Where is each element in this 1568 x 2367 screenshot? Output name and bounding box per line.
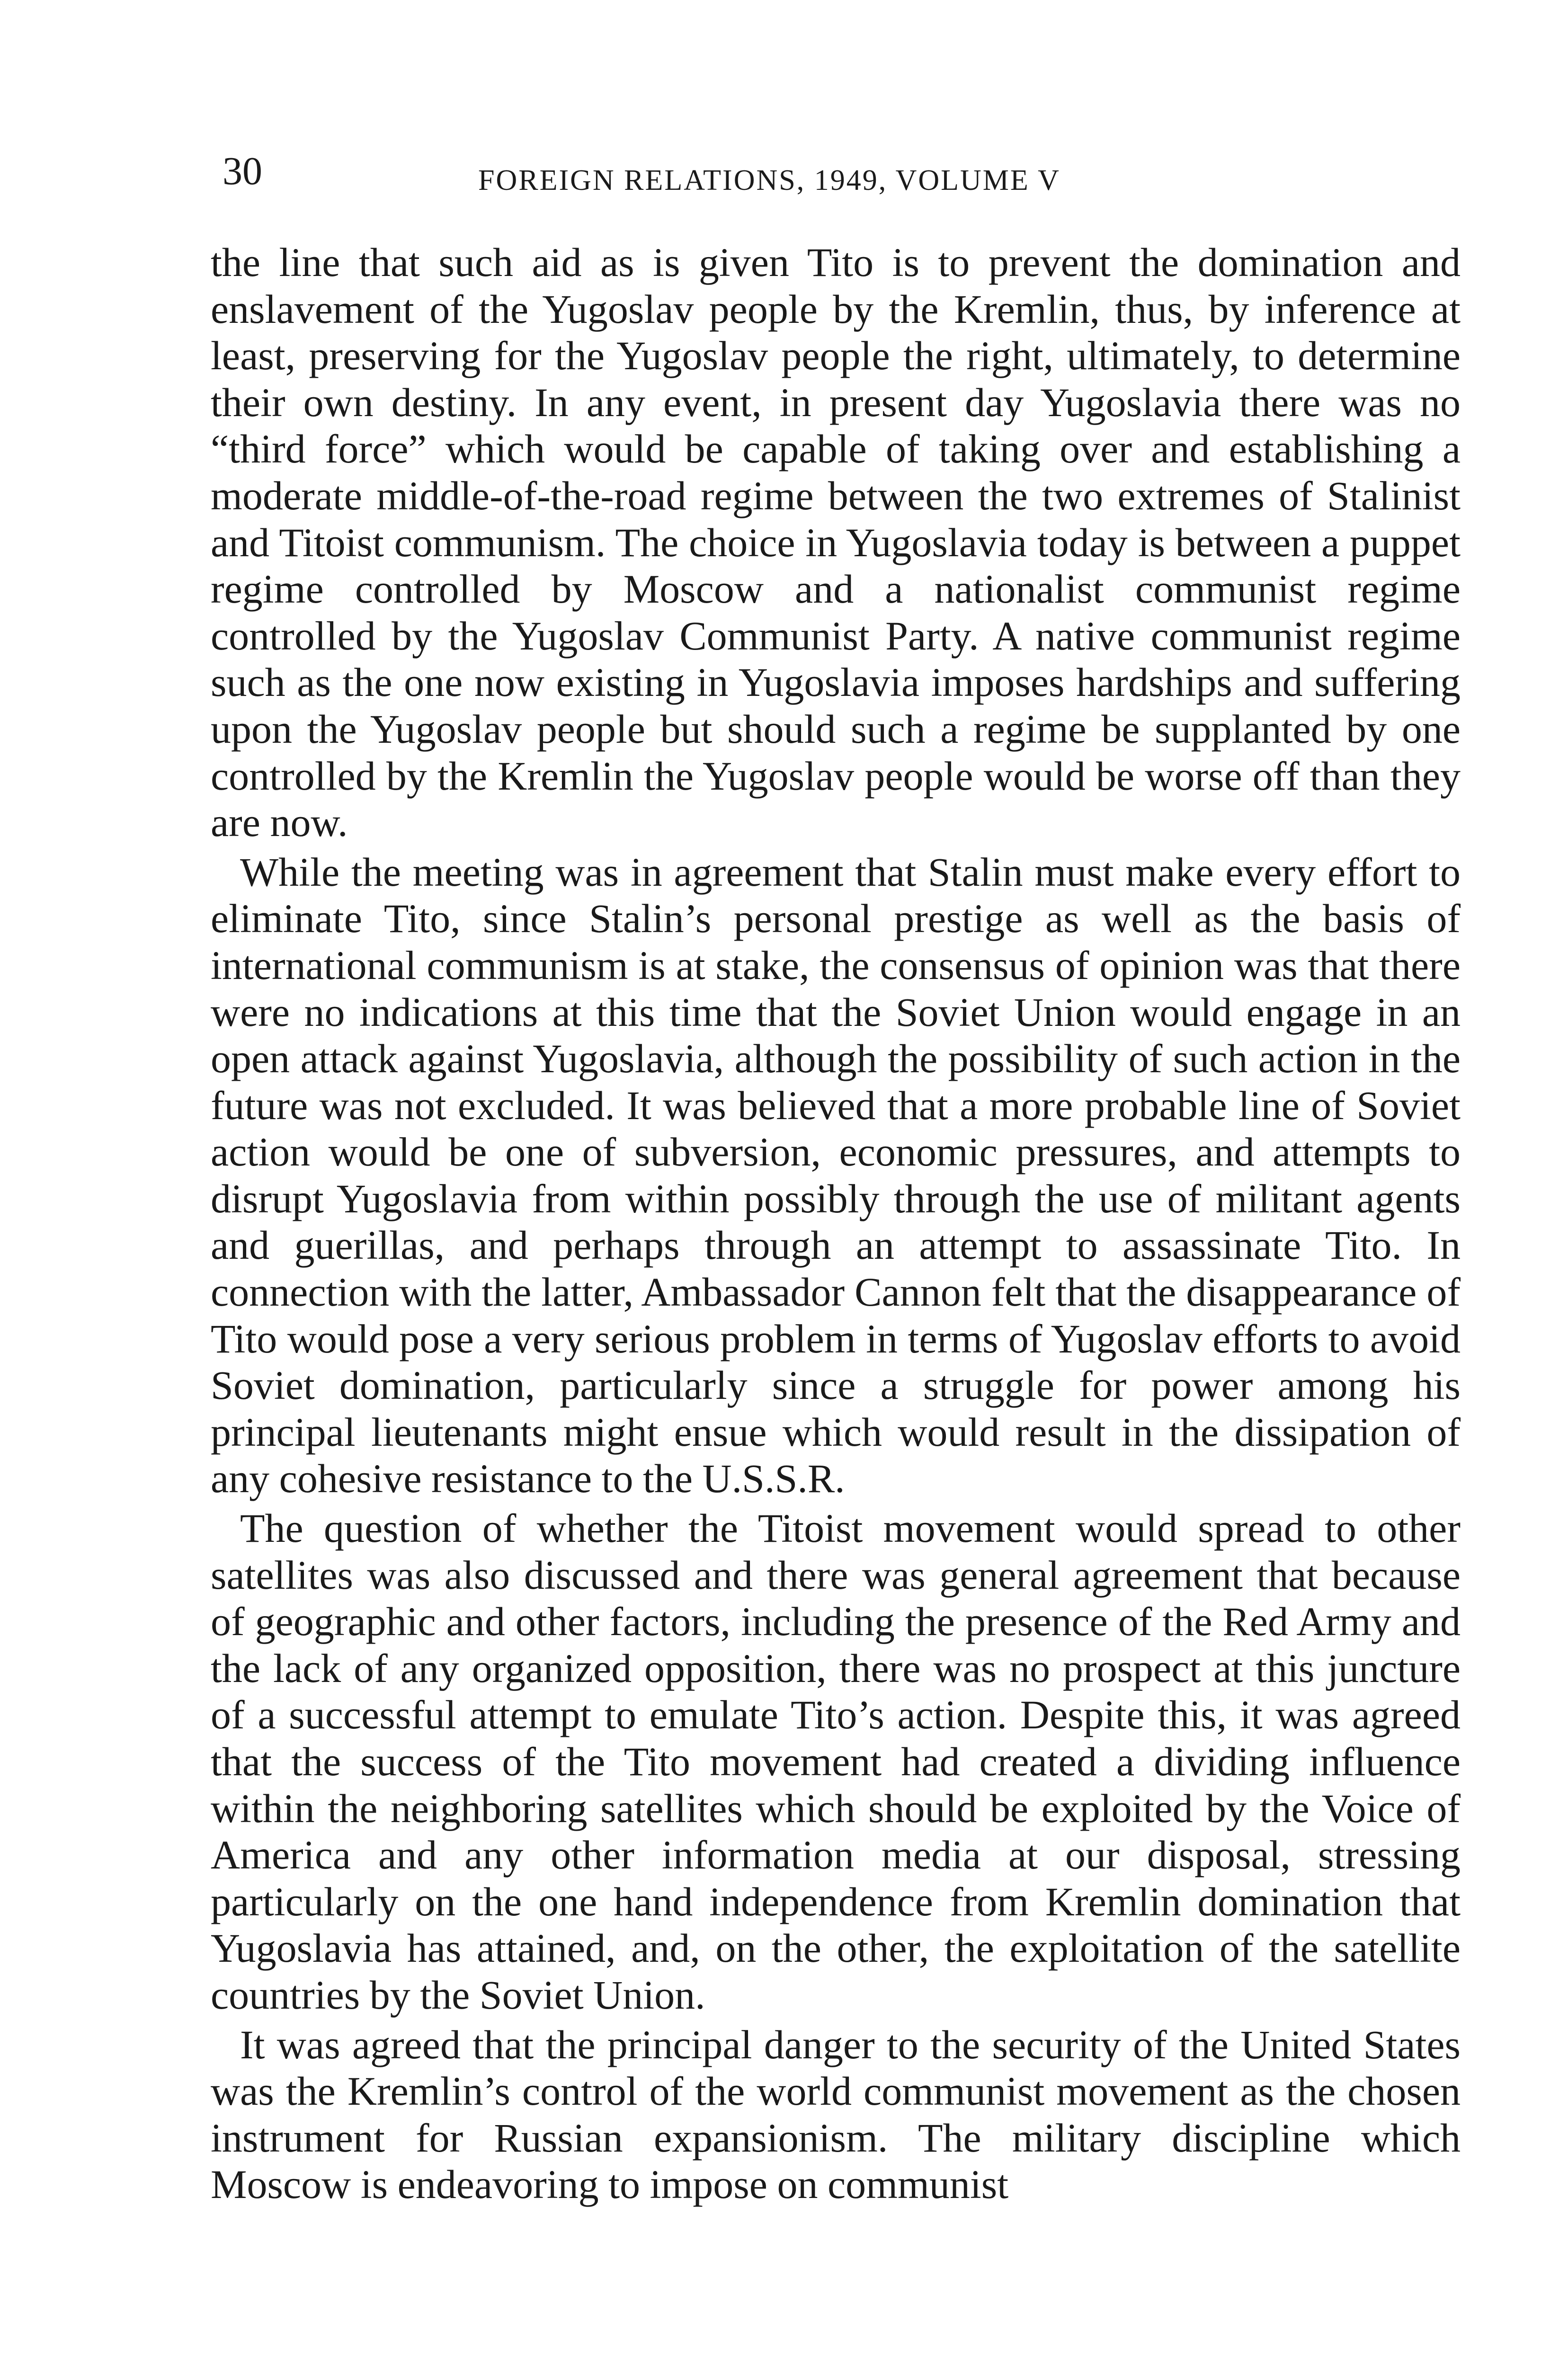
body-text — [211, 239, 1461, 2211]
paragraph: The question of whether the Titoist movement would spread to other satellites was also discussed and there was general agreement that because of geographic and other factors, including the presence of the Red Army and the lack of any organized opposition, there was no prospect at this juncture of a successful attempt to emulate Tito’s action. Despite this, it was agreed that the success of the Tito movement had created a dividing influence within the neighboring satellites which should be exploited by the Voice of America and any other information media at our disposal, stressing particularly on the one hand independence from Kremlin domination that Yugoslavia has attained, and, on the other, the exploitation of the satellite countries by the Soviet Union. — [211, 1505, 1461, 2018]
paragraph: While the meeting was in agreement that Stalin must make every effort to eliminate Tito, since Stalin’s personal prestige as well as the basis of international communism is at stake, the consensus of opinion was that there were no indications at this time that the Soviet Union would engage in an open attack against Yugoslavia, although the possibility of such action in the future was not excluded. It was believed that a more probable line of Soviet action would be one of subversion, economic pressures, and attempts to disrupt Yugoslavia from within possibly through the use of militant agents and guerillas, and perhaps through an attempt to assassinate Tito. In connection with the latter, Ambassador Cannon felt that the disappearance of Tito would pose a very serious problem in terms of Yugoslav efforts to avoid Soviet domination, particularly since a struggle for power among his principal lieutenants might ensue which would result in the dissipation of any cohesive resistance to the U.S.S.R. — [211, 849, 1461, 1502]
paragraph-continued: the line that such aid as is given Tito is to prevent the domination and enslavement of the Yugoslav people by the Kremlin, thus, by inference at least, preserving for the Yugoslav people the right, ultimately, to determine their own destiny. In any event, in present day Yugoslavia there was no “third force” which would be capable of taking over and establishing a moderate middle-of-the-road regime between the two extremes of Stalinist and Titoist communism. The choice in Yugoslavia today is between a puppet regime controlled by Moscow and a nationalist communist regime controlled by the Yugoslav Communist Party. A native communist regime such as the one now existing in Yugoslavia imposes hardships and suffering upon the Yugoslav people but should such a regime be supplanted by one controlled by the Kremlin the Yugoslav people would be worse off than they are now. — [211, 240, 1461, 845]
page-number: 30 — [223, 149, 262, 193]
paragraph: It was agreed that the principal danger to the security of the United States was the Kremlin’s control of the world communist movement as the chosen instrument for Russian expansionism. The military discipline which Moscow is endeavoring to impose on communist — [211, 2021, 1461, 2207]
running-title: FOREIGN RELATIONS, 1949, VOLUME V — [478, 164, 1060, 196]
